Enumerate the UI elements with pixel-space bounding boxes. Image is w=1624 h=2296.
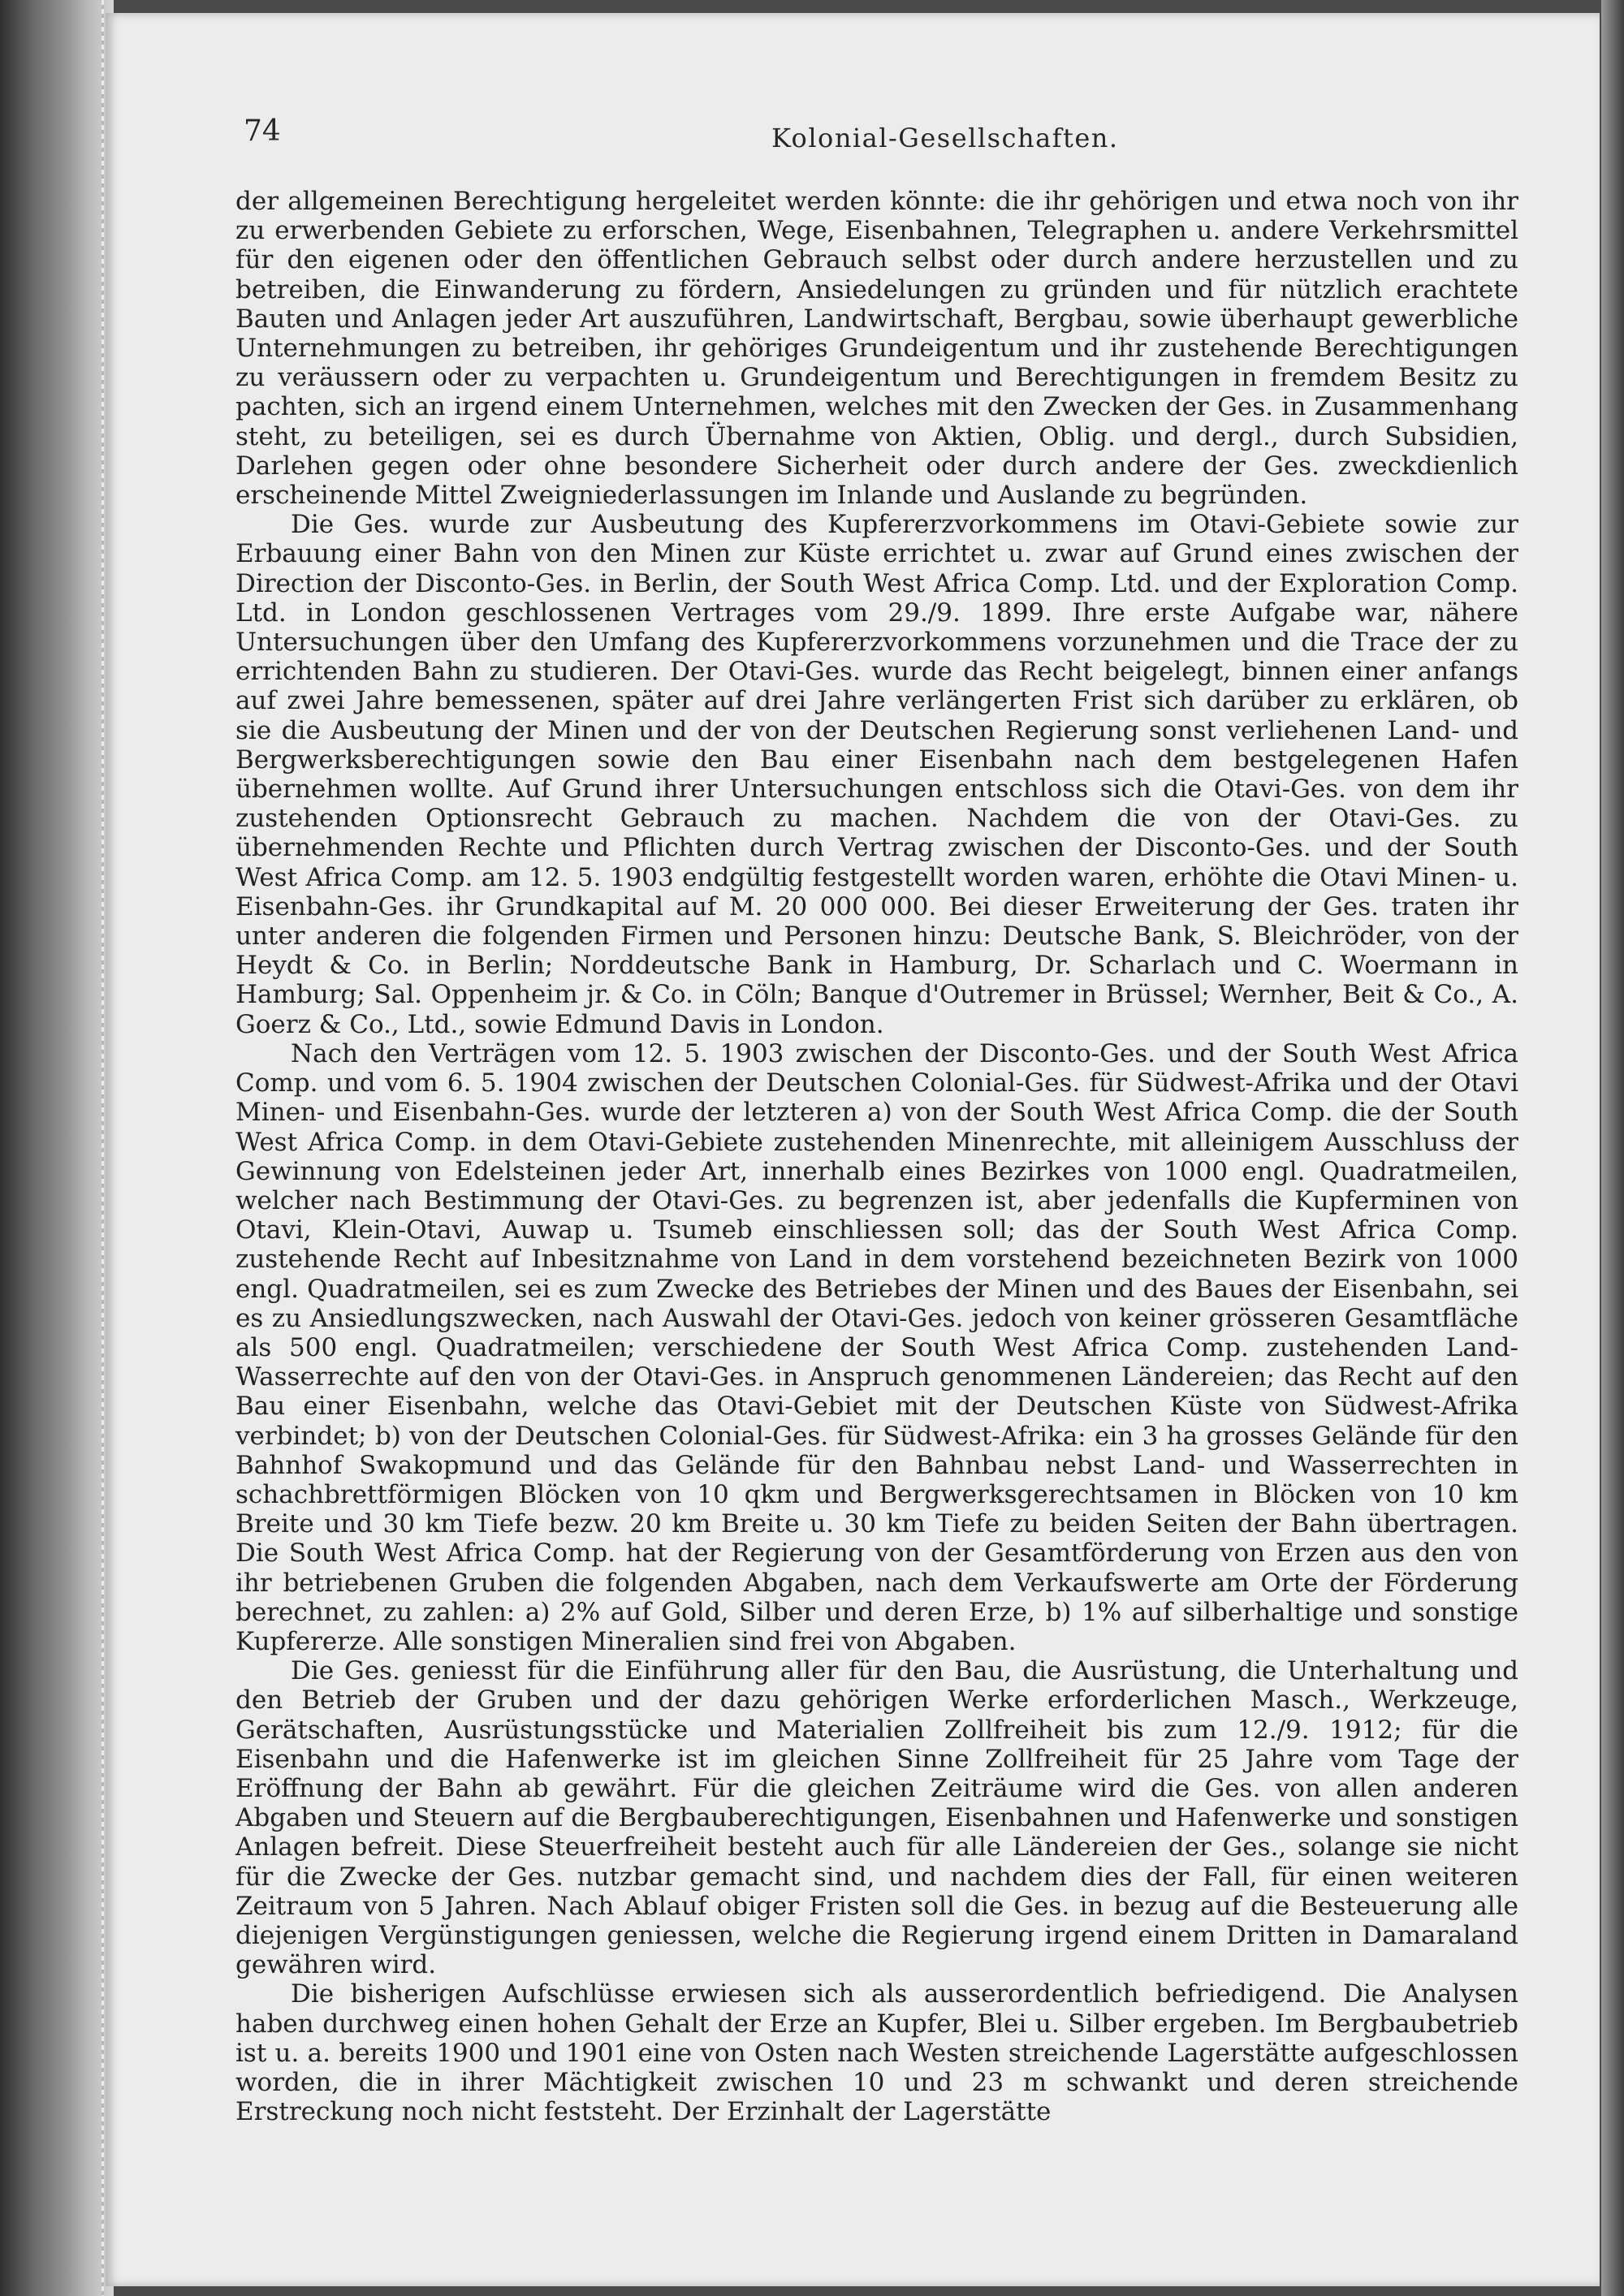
page-number: 74 bbox=[244, 114, 281, 148]
paragraph-company-founding: Die Ges. wurde zur Ausbeutung des Kupfererzvorkommens im Otavi-Gebiete sowie zur Erbauung einer Bahn von den Minen zur Küste errichtet u. zwar auf Grund eines zwischen der Direction der Disconto-Ges. in Berlin, der South West Africa Comp. Ltd. und der Exploration Comp. Ltd. in London geschlossenen Vertrages vom 29./9. 1899. Ihre erste Aufgabe war, nähere Untersuchungen über den Umfang des Kupfererzvorkommens vorzunehmen und die Trace der zu errichtenden Bahn zu studieren. Der Otavi-Ges. wurde das Recht beigelegt, binnen einer anfangs auf zwei Jahre bemessenen, später auf drei Jahre verlängerten Frist sich darüber zu erklären, ob sie die Ausbeutung der Minen und der von der Deutschen Regierung sonst verliehenen Land- und Bergwerksberechtigungen sowie den Bau einer Eisenbahn nach dem bestgelegenen Hafen übernehmen wollte. Auf Grund ihrer Untersuchungen entschloss sich die Otavi-Ges. von dem ihr zustehenden Optionsrecht Gebrauch zu machen. Nachdem die von der Otavi-Ges. zu übernehmenden Rechte und Pflichten durch Vertrag zwischen der Disconto-Ges. und der South West Africa Comp. am 12. 5. 1903 endgültig festgestellt worden waren, erhöhte die Otavi Minen- u. Eisenbahn-Ges. ihr Grundkapital auf M. 20 000 000. Bei dieser Erweiterung der Ges. traten ihr unter anderen die folgenden Firmen und Personen hinzu: Deutsche Bank, S. Bleichröder, von der Heydt & Co. in Berlin; Norddeutsche Bank in Hamburg, Dr. Scharlach und C. Woermann in Hamburg; Sal. Oppenheim jr. & Co. in Cöln; Banque d'Outremer in Brüssel; Wernher, Beit & Co., A. Goerz & Co., Ltd., sowie Edmund Davis in London. bbox=[235, 510, 1518, 1039]
paragraph-tax-exemption: Die Ges. geniesst für die Einführung aller für den Bau, die Ausrüstung, die Unterhaltung und den Betrieb der Gruben und der dazu gehörigen Werke erforderlichen Masch., Werkzeuge, Gerätschaften, Ausrüstungsstücke und Materialien Zollfreiheit bis zum 12./9. 1912; für die Eisenbahn und die Hafenwerke ist im gleichen Sinne Zollfreiheit für 25 Jahre vom Tage der Eröffnung der Bahn ab gewährt. Für die gleichen Zeiträume wird die Ges. von allen anderen Abgaben und Steuern auf die Bergbauberechtigungen, Eisenbahnen und Hafenwerke und sonstigen Anlagen befreit. Diese Steuerfreiheit besteht auch für alle Ländereien der Ges., solange sie nicht für die Zwecke der Ges. nutzbar gemacht sind, und nachdem dies der Fall, für einen weiteren Zeitraum von 5 Jahren. Nach Ablauf obiger Fristen soll die Ges. in bezug auf die Besteuerung alle diejenigen Vergünstigungen geniessen, welche die Regierung irgend einem Dritten in Damaraland gewähren wird. bbox=[235, 1656, 1518, 1980]
running-head-title: Kolonial-Gesellschaften. bbox=[771, 123, 1119, 153]
paragraph-continued: der allgemeinen Berechtigung hergeleitet werden könnte: die ihr gehörigen und etwa noch von ihr zu erwerbenden Gebiete zu erforschen, Wege, Eisenbahnen, Telegraphen u. andere Verkehrsmittel für den eigenen oder den öffentlichen Gebrauch selbst oder durch andere herzustellen und zu betreiben, die Einwanderung zu fördern, Ansiedelungen zu gründen und für nützlich erachtete Bauten und Anlagen jeder Art auszuführen, Landwirtschaft, Bergbau, sowie überhaupt gewerbliche Unternehmungen zu betreiben, ihr gehöriges Grundeigentum und ihr zustehende Berechtigungen zu veräussern oder zu verpachten u. Grundeigentum und Berechtigungen in fremdem Besitz zu pachten, sich an irgend einem Unternehmen, welches mit den Zwecken der Ges. in Zusammenhang steht, zu beteiligen, sei es durch Übernahme von Aktien, Oblig. und dergl., durch Subsidien, Darlehen gegen oder ohne besondere Sicherheit oder durch andere der Ges. zweckdienlich erscheinende Mittel Zweigniederlassungen im Inlande und Auslande zu begründen. bbox=[235, 187, 1518, 511]
paragraph-contracts: Nach den Verträgen vom 12. 5. 1903 zwischen der Disconto-Ges. und der South West Africa Comp. und vom 6. 5. 1904 zwischen der Deutschen Colonial-Ges. für Südwest-Afrika und der Otavi Minen- und Eisenbahn-Ges. wurde der letzteren a) von der South West Africa Comp. die der South West Africa Comp. in dem Otavi-Gebiete zustehenden Minenrechte, mit alleinigem Ausschluss der Gewinnung von Edelsteinen jeder Art, innerhalb eines Bezirkes von 1000 engl. Quadratmeilen, welcher nach Bestimmung der Otavi-Ges. zu begrenzen ist, aber jedenfalls die Kupferminen von Otavi, Klein-Otavi, Auwap u. Tsumeb einschliessen soll; das der South West Africa Comp. zustehende Recht auf Inbesitznahme von Land in dem vorstehend bezeichneten Bezirk von 1000 engl. Quadratmeilen, sei es zum Zwecke des Betriebes der Minen und des Baues der Eisenbahn, sei es zu Ansiedlungszwecken, nach Auswahl der Otavi-Ges. jedoch von keiner grösseren Gesamtfläche als 500 engl. Quadratmeilen; verschiedene der South West Africa Comp. zustehenden Land-Wasserrechte auf den von der Otavi-Ges. in Anspruch genommenen Ländereien; das Recht auf den Bau einer Eisenbahn, welche das Otavi-Gebiet mit der Deutschen Küste von Südwest-Afrika verbindet; b) von der Deutschen Colonial-Ges. für Südwest-Afrika: ein 3 ha grosses Gelände für den Bahnhof Swakopmund und das Gelände für den Bahnbau nebst Land- und Wasserrechten in schachbrettförmigen Blöcken von 10 qkm und Bergwerksgerechtsamen in Blöcken von 10 km Breite und 30 km Tiefe bezw. 20 km Breite u. 30 km Tiefe zu beiden Seiten der Bahn übertragen. Die South West Africa Comp. hat der Regierung von der Gesamtförderung von Erzen aus den von ihr betriebenen Gruben die folgenden Abgaben, nach dem Verkaufswerte am Orte der Förderung berechnet, zu zahlen: a) 2% auf Gold, Silber und deren Erze, b) 1% auf silberhaltige und sonstige Kupfererze. Alle sonstigen Mineralien sind frei von Abgaben. bbox=[235, 1038, 1518, 1656]
paragraph-exploration-results: Die bisherigen Aufschlüsse erwiesen sich als ausserordentlich befriedigend. Die Analysen haben durchweg einen hohen Gehalt der Erze an Kupfer, Blei u. Silber ergeben. Im Bergbaubetrieb ist u. a. bereits 1900 und 1901 eine von Osten nach Westen streichende Lagerstätte aufgeschlossen worden, die in ihrer Mächtigkeit zwischen 10 und 23 m schwankt und deren streichende Erstreckung noch nicht feststeht. Der Erzinhalt der Lagerstätte bbox=[235, 1979, 1518, 2127]
running-head bbox=[244, 110, 1624, 159]
book-binding-edge bbox=[0, 0, 114, 2296]
page-right-shadow bbox=[1601, 0, 1624, 2296]
body-text bbox=[235, 187, 1518, 2126]
